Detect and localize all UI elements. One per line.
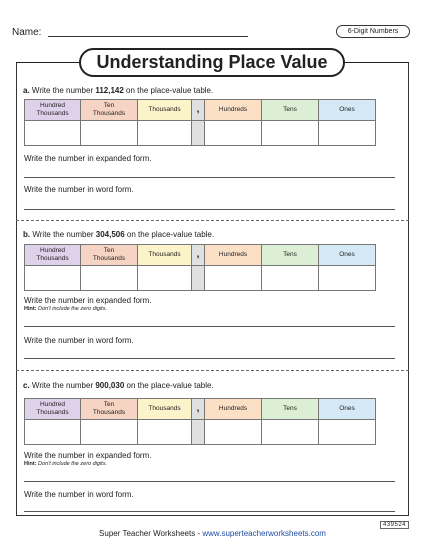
header-hundreds: Hundreds [205,100,262,121]
answer-cell[interactable] [25,266,81,291]
footer-url-link[interactable]: www.superteacherworksheets.com [202,529,326,538]
topic-badge: 6-Digit Numbers [336,25,410,38]
expanded-answer-line[interactable] [24,326,395,327]
name-label: Name: [12,27,42,38]
word-answer-line[interactable] [24,511,395,512]
word-form-instruction: Write the number in word form. [24,490,134,499]
answer-cell[interactable] [262,420,319,445]
answer-cell[interactable] [205,420,262,445]
hint-body: Don't include the zero digits. [36,306,107,312]
footer-brand: Super Teacher Worksheets - [99,529,203,538]
hint-text [24,461,107,467]
header-ten-thousands: Ten Thousands [81,399,138,420]
answer-cell[interactable] [138,266,192,291]
question-text-end: on the place-value table. [124,230,215,239]
question-c [23,381,214,390]
answer-cell[interactable] [262,121,319,146]
answer-cell[interactable] [81,121,138,146]
hint-body: Don't include the zero digits. [36,461,107,467]
section-divider [16,370,409,371]
hint-label: Hint: [24,306,37,312]
worksheet-code: 439524 [380,521,409,529]
expanded-answer-line[interactable] [24,177,395,178]
footer [0,529,425,538]
header-thousands: Thousands [138,399,192,420]
word-answer-line[interactable] [24,358,395,359]
header-ones: Ones [319,245,376,266]
section-divider [16,220,409,221]
header-thousands: Thousands [138,100,192,121]
name-line [48,36,248,37]
header-hundred-thousands: Hundred Thousands [25,399,81,420]
question-b [23,230,214,239]
question-text: Write the number [32,230,96,239]
header-hundreds: Hundreds [205,245,262,266]
place-value-table-a [24,99,376,146]
header-thousands: Thousands [138,245,192,266]
header-tens: Tens [262,100,319,121]
answer-cell[interactable] [25,420,81,445]
header-tens: Tens [262,245,319,266]
header-hundred-thousands: Hundred Thousands [25,245,81,266]
expanded-form-instruction: Write the number in expanded form. [24,296,152,305]
answer-cell[interactable] [81,266,138,291]
place-value-table-c [24,398,376,445]
expanded-form-instruction: Write the number in expanded form. [24,154,152,163]
header-tens: Tens [262,399,319,420]
expanded-answer-line[interactable] [24,481,395,482]
header-ten-thousands: Ten Thousands [81,100,138,121]
answer-cell[interactable] [319,121,376,146]
comma-cell [192,266,205,291]
question-letter: c. [23,381,30,390]
header-hundreds: Hundreds [205,399,262,420]
question-number: 304,506 [95,230,125,239]
header-ones: Ones [319,100,376,121]
comma-cell [192,420,205,445]
answer-cell[interactable] [81,420,138,445]
question-text: Write the number [31,86,96,95]
answer-cell[interactable] [262,266,319,291]
answer-cell[interactable] [205,121,262,146]
question-number: 112,142 [95,86,124,95]
hint-label: Hint: [24,461,37,467]
question-text-end: on the place-value table. [124,381,214,390]
word-form-instruction: Write the number in word form. [24,185,134,194]
expanded-form-instruction: Write the number in expanded form. [24,451,152,460]
question-a [23,86,213,95]
question-text-end: on the place-value table. [123,86,214,95]
header-comma: , [192,245,205,266]
header-ones: Ones [319,399,376,420]
question-number: 900,030 [95,381,125,390]
question-letter: a. [23,86,30,95]
comma-cell [192,121,205,146]
header-comma: , [192,399,205,420]
header-hundred-thousands: Hundred Thousands [25,100,81,121]
word-form-instruction: Write the number in word form. [24,336,134,345]
answer-cell[interactable] [205,266,262,291]
place-value-table-b [24,244,376,291]
answer-cell[interactable] [138,420,192,445]
answer-cell[interactable] [25,121,81,146]
answer-cell[interactable] [138,121,192,146]
answer-cell[interactable] [319,420,376,445]
header-comma: , [192,100,205,121]
word-answer-line[interactable] [24,209,395,210]
hint-text [24,306,107,312]
question-text: Write the number [31,381,96,390]
header-ten-thousands: Ten Thousands [81,245,138,266]
question-letter: b. [23,230,31,239]
page-title: Understanding Place Value [79,48,345,77]
answer-cell[interactable] [319,266,376,291]
